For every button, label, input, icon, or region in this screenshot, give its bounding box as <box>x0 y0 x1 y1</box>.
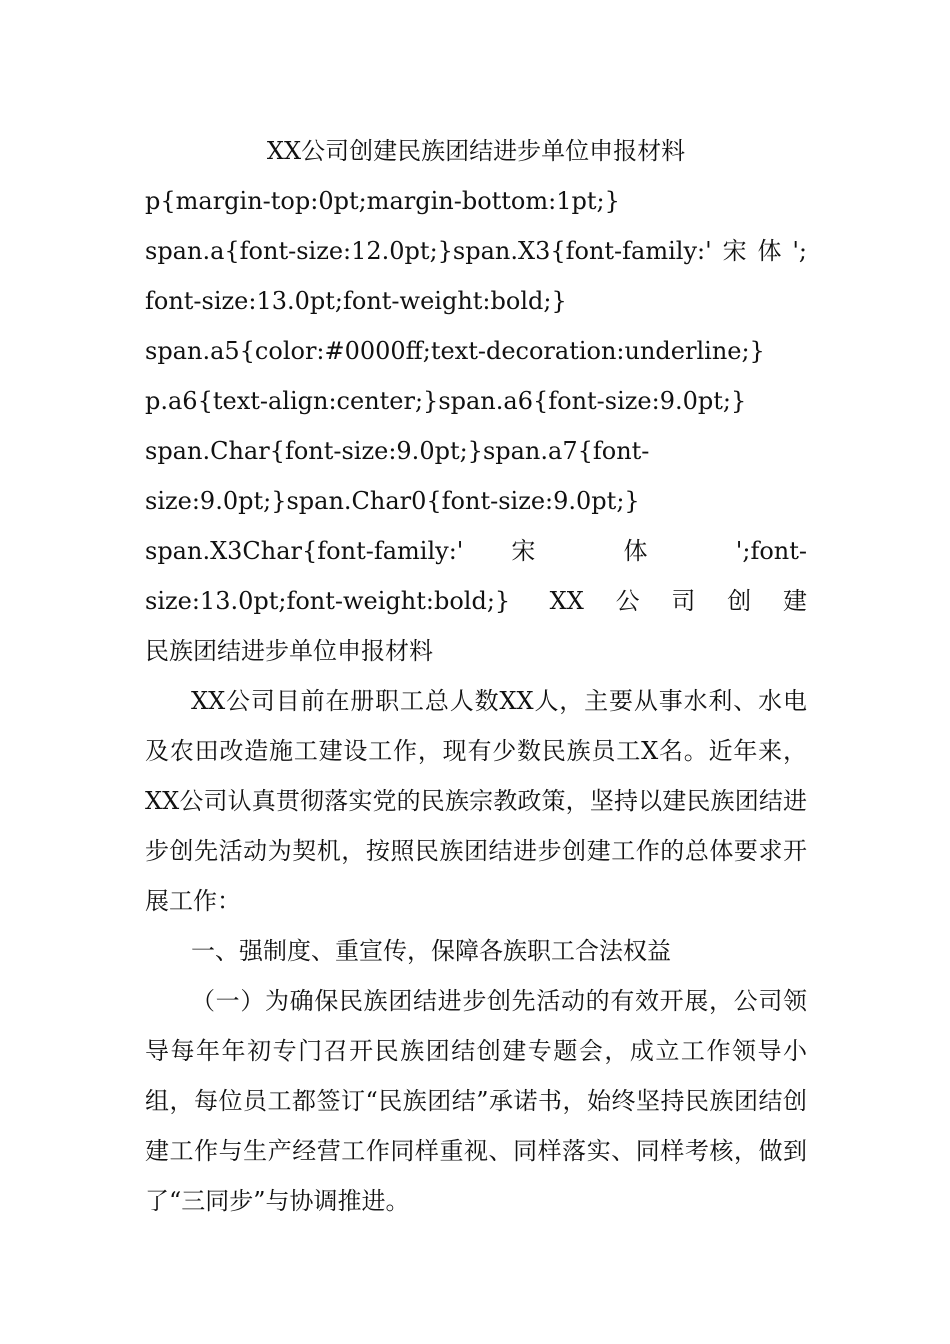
css-line: p{margin-top:0pt;margin-bottom:1pt;} <box>145 187 620 215</box>
css-line: size:9.0pt;}span.Char0{font-size:9.0pt;} <box>145 487 640 515</box>
css-line: span.a5{color:#0000ff;text-decoration:underline;} <box>145 337 765 365</box>
css-line: span.Char{font-size:9.0pt;}span.a7{font- <box>145 437 650 465</box>
css-line: font-size:13.0pt;font-weight:bold;} <box>145 287 567 315</box>
css-line: span.X3Char{font-family:' 宋 体 ';font- <box>145 537 807 565</box>
stray-css-text <box>145 176 807 676</box>
section-heading: 一、强制度、重宣传，保障各族职工合法权益 <box>191 937 671 965</box>
css-line: p.a6{text-align:center;}span.a6{font-size:9.0pt;} <box>145 387 747 415</box>
css-line: span.a{font-size:12.0pt;}span.X3{font-family:'宋体'; <box>145 237 807 265</box>
document-body <box>145 126 807 1226</box>
subsection-paragraph: （一）为确保民族团结进步创先活动的有效开展，公司领导每年年初专门召开民族团结创建专题会，成立工作领导小组，每位员工都签订“民族团结”承诺书，始终坚持民族团结创建工作与生产经营工作同样重视、同样落实、同样考核，做到了“三同步”与协调推进。 <box>145 987 807 1215</box>
intro-paragraph: XX公司目前在册职工总人数XX人，主要从事水利、水电及农田改造施工建设工作，现有少数民族员工X名。近年来，XX公司认真贯彻落实党的民族宗教政策，坚持以建民族团结进步创先活动为契机，按照民族团结进步创建工作的总体要求开展工作： <box>145 687 807 915</box>
document-title: XX公司创建民族团结进步单位申报材料 <box>266 137 686 165</box>
css-line: 民族团结进步单位申报材料 <box>145 637 433 665</box>
css-line: size:13.0pt;font-weight:bold;} XX公司创建 <box>145 587 807 615</box>
